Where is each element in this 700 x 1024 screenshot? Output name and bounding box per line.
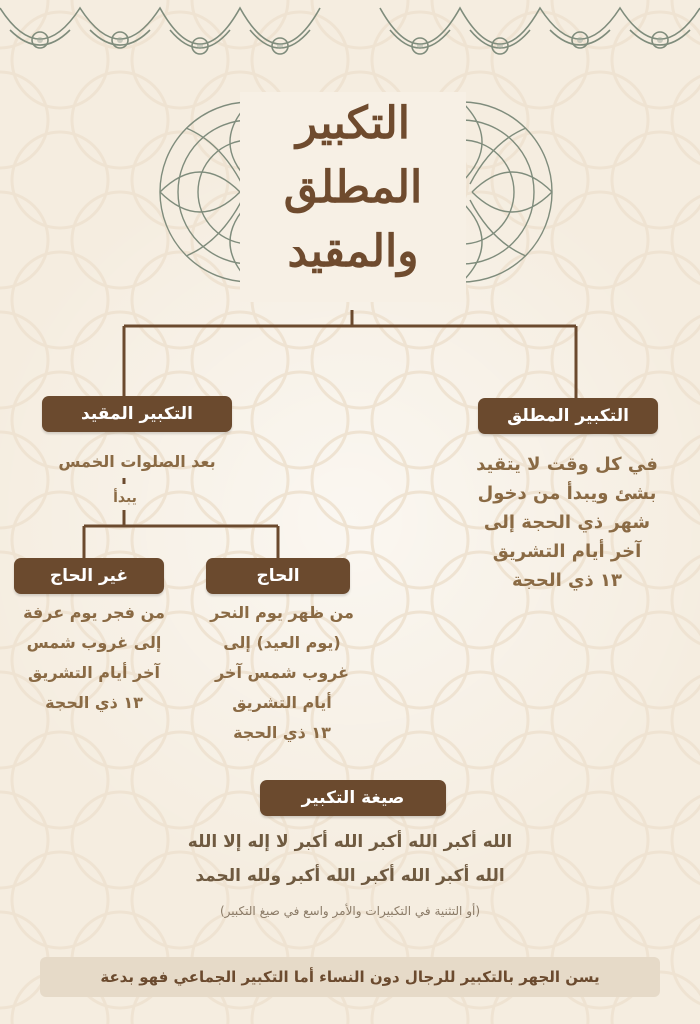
- mutlaq-line: في كل وقت لا يتقيد: [476, 454, 658, 475]
- title-line-2: المطلق: [283, 162, 423, 213]
- non-hajj-label: غير الحاج: [14, 558, 164, 594]
- non-hajj-description: [4, 598, 184, 718]
- title-line-3: والمقيد: [287, 226, 419, 277]
- muqayyad-subtitle: بعد الصلوات الخمس: [58, 452, 216, 471]
- footer-note: يسن الجهر بالتكبير للرجال دون النساء أما التكبير الجماعي فهو بدعة: [40, 957, 660, 997]
- non-hajj-line: من فجر يوم عرفة: [23, 603, 165, 622]
- formula-note: (أو التثنية في التكبيرات والأمر واسع في صيغ التكبير): [219, 904, 480, 918]
- mutlaq-line: ١٣ ذي الحجة: [511, 570, 623, 591]
- non-hajj-line: آخر أيام التشريق: [27, 663, 161, 682]
- formula-line-1: الله أكبر الله أكبر الله أكبر لا إله إلا الله: [187, 832, 513, 852]
- hajj-line: غروب شمس آخر: [214, 663, 350, 682]
- title-line-1: التكبير: [295, 98, 411, 149]
- hajj-description: [196, 598, 368, 748]
- formula-label: صيغة التكبير: [260, 780, 446, 816]
- hajj-line: من ظهر يوم النحر: [210, 603, 354, 622]
- hajj-line: ١٣ ذي الحجة: [233, 723, 331, 742]
- mutlaq-line: آخر أيام التشريق: [492, 541, 642, 562]
- non-hajj-line: إلى غروب شمس: [26, 633, 162, 652]
- mutlaq-line: بشئ ويبدأ من دخول: [477, 483, 657, 504]
- hajj-label: الحاج: [206, 558, 350, 594]
- hajj-line: (يوم العيد) إلى: [223, 633, 341, 652]
- mutlaq-line: شهر ذي الحجة إلى: [483, 512, 651, 533]
- muqayyad-label: التكبير المقيد: [42, 396, 232, 432]
- hajj-line: أيام التشريق: [232, 693, 332, 712]
- mutlaq-label: التكبير المطلق: [478, 398, 658, 434]
- formula-line-2: الله أكبر الله أكبر الله أكبر ولله الحمد: [195, 866, 505, 886]
- non-hajj-line: ١٣ ذي الحجة: [45, 693, 143, 712]
- mutlaq-description: [452, 450, 682, 595]
- muqayyad-starts: يبدأ: [113, 490, 137, 506]
